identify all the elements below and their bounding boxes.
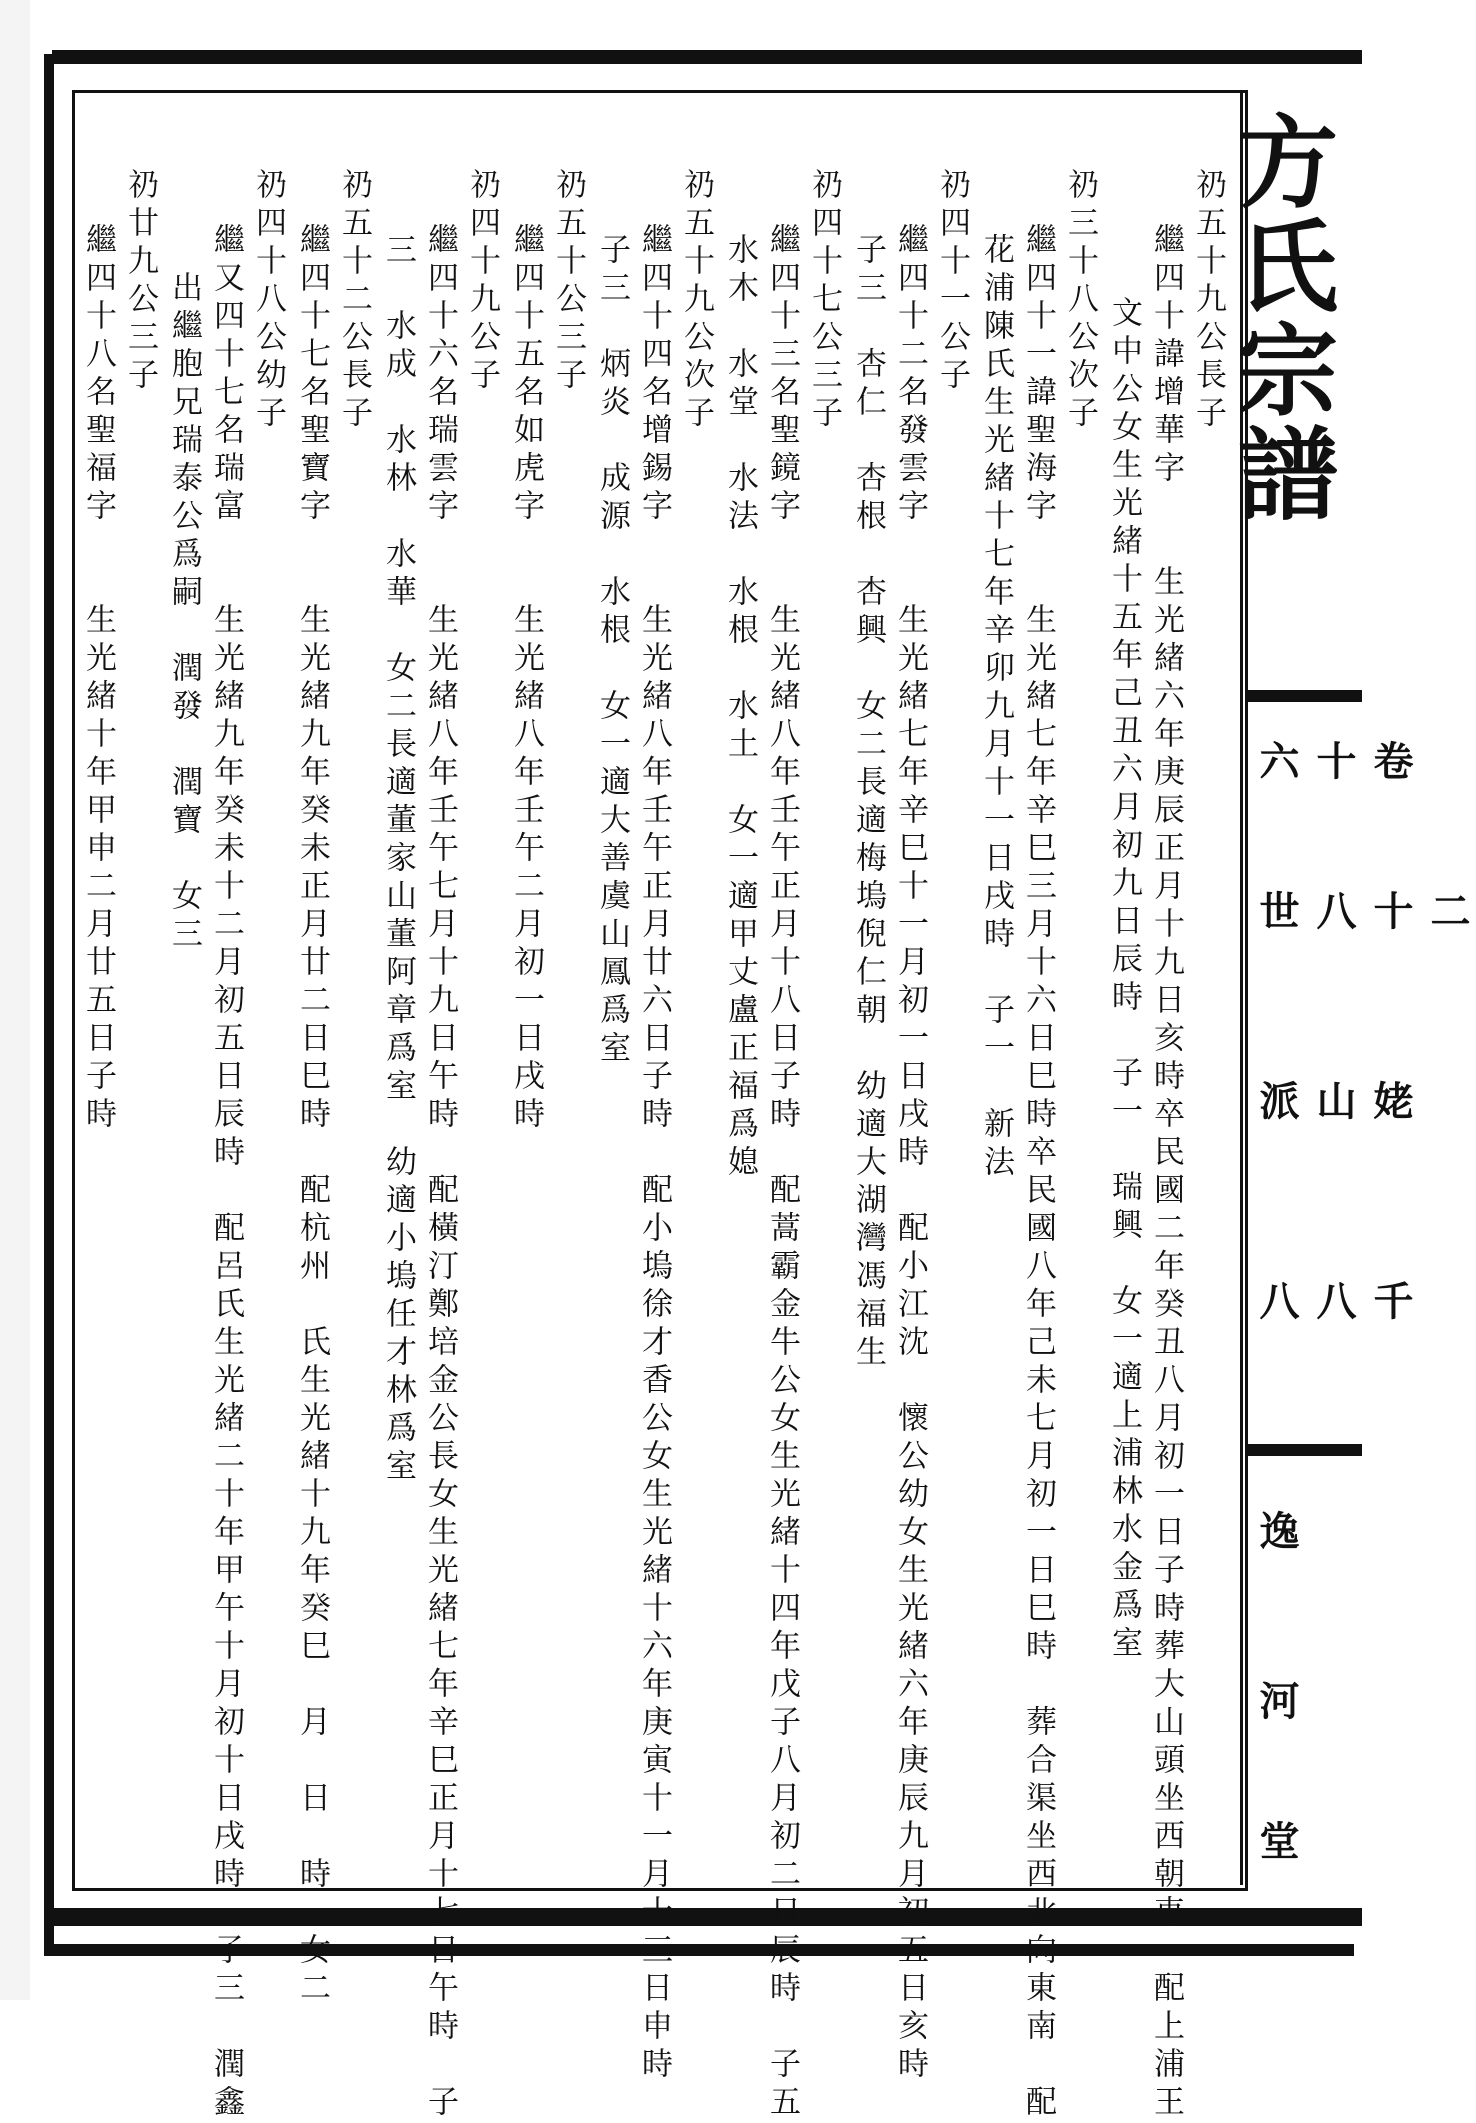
text-column-3: 文中公女生光緒十五年己丑六月初九日辰時 子一 瑞興 女一適上浦林水金爲室	[1106, 220, 1142, 1664]
text-column-7: 礽四十一公子	[934, 168, 970, 396]
text-column-12: 水木 水堂 水法 水根 水土 女一適甲丈盧正福爲媳	[722, 195, 758, 1183]
branch-label: 姥山派	[1253, 1080, 1414, 1126]
text-column-27: 繼四十八名聖福字 生光緒十年甲申二月廿五日子時	[80, 185, 116, 1135]
text-column-5: 繼四十一諱聖海字 生光緒七年辛巳三月十六日巳時卒民國八年己未七月初一日巳時 葬合渠坐西北向東南 配	[1020, 185, 1056, 2123]
text-column-15: 子三 炳炎 成源 水根 女一適大善虞山鳳爲室	[594, 195, 630, 1069]
text-column-25: 出繼胞兄瑞泰公爲嗣 潤發 潤寶 女三	[166, 195, 202, 955]
text-column-22: 繼四十七名聖寶字 生光緒九年癸未正月廿二日巳時 配杭州 氏生光緒十九年癸巳 月 日 時 女二	[294, 185, 330, 2009]
text-column-8: 繼四十二名發雲字 生光緒七年辛巳十一月初一日戌時 配小江沈 懷公幼女生光緒六年庚辰九月初五日亥時	[892, 185, 928, 2085]
text-column-2: 繼四十諱增華字 生光緒六年庚辰正月十九日亥時卒民國二年癸丑八月初一日子時葬大山頭坐西朝東 配上浦王	[1148, 185, 1184, 2123]
text-column-16: 礽五十公三子	[550, 168, 586, 396]
text-column-4: 礽三十八公次子	[1062, 168, 1098, 434]
text-column-6: 花浦陳氏生光緒十七年辛卯九月十一日戌時 子一 新法	[978, 195, 1014, 1183]
text-column-19: 繼四十六名瑞雲字 生光緒八年壬午七月十九日午時 配橫汀鄭培金公長女生光緒七年辛巳正月十七日午時 子	[422, 185, 458, 2123]
hall-name-3: 堂	[1253, 1820, 1300, 1866]
text-column-9: 子三 杏仁 杏根 杏興 女二長適梅塢倪仁朝 幼適大湖灣馮福生	[850, 195, 886, 1373]
text-column-14: 繼四十四名增錫字 生光緒八年壬午正月廿六日子時 配小塢徐才香公女生光緒十六年庚寅十一月十三日申時	[636, 185, 672, 2085]
text-column-1: 礽五十九公長子	[1190, 168, 1226, 434]
generation-label: 二十八世	[1253, 890, 1471, 936]
margin-divider-bar	[1246, 1444, 1362, 1456]
text-column-18: 礽四十九公子	[464, 168, 500, 396]
page-edge-shadow	[0, 0, 30, 2000]
page-number: 千八八	[1253, 1280, 1414, 1326]
title-divider-bar	[1246, 690, 1362, 702]
text-column-24: 繼又四十七名瑞富 生光緒九年癸未十二月初五日辰時 配呂氏生光緒二十年甲午十月初十日戌時 子三 潤鑫	[208, 185, 244, 2123]
text-column-26: 礽廿九公三子	[122, 168, 158, 396]
volume-label: 卷十六	[1253, 740, 1414, 786]
hall-name-2: 河	[1253, 1680, 1300, 1726]
text-column-13: 礽五十九公次子	[678, 168, 714, 434]
document-title: 方氏宗譜	[1221, 110, 1339, 526]
text-column-17: 繼四十五名如虎字 生光緒八年壬午二月初一日戌時	[508, 185, 544, 1135]
text-column-23: 礽四十八公幼子	[250, 168, 286, 434]
text-column-11: 繼四十三名聖鏡字 生光緒八年壬午正月十八日子時 配蒿霸金牛公女生光緒十四年戊子八月初二日辰時 子五	[764, 185, 800, 2123]
hall-name-1: 逸	[1253, 1510, 1300, 1556]
text-column-20: 三 水成 水林 水華 女二長適董家山董阿章爲室 幼適小塢任才林爲室	[380, 195, 416, 1487]
text-column-10: 礽四十七公三子	[806, 168, 842, 434]
text-column-21: 礽五十二公長子	[336, 168, 372, 434]
